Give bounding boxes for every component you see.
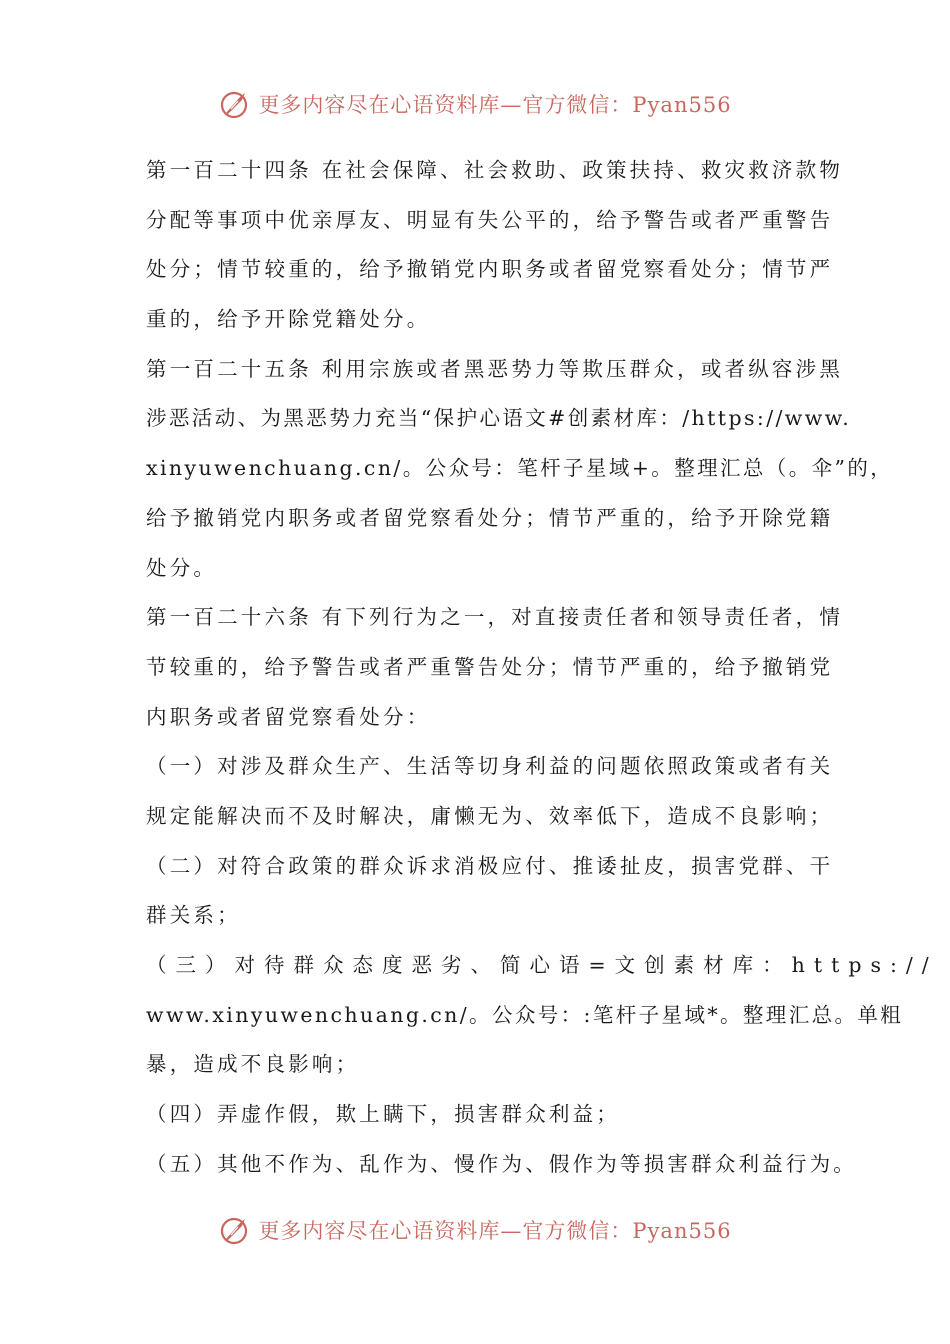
- body-line: （二）对符合政策的群众诉求消极应付、推诿扯皮，损害党群、干: [146, 853, 834, 878]
- body-line: 分配等事项中优亲厚友、明显有失公平的，给予警告或者严重警告: [146, 207, 834, 232]
- document-body: [146, 146, 938, 1189]
- pen-nib-circle-icon: [218, 1213, 252, 1247]
- body-line: （三）对待群众态度恶劣、简心语=文创素材库：https://: [146, 953, 938, 977]
- body-line: （四）弄虚作假，欺上瞒下，损害群众利益；: [146, 1102, 620, 1127]
- footer-banner-text: 更多内容尽在心语资料库—官方微信：Pyan556: [258, 1219, 732, 1243]
- body-line: 第一百二十四条 在社会保障、社会救助、政策扶持、救灾救济款物: [146, 158, 844, 182]
- body-line: 节较重的，给予警告或者严重警告处分；情节严重的，给予撤销党: [146, 654, 834, 679]
- body-line: 处分；情节较重的，给予撤销党内职务或者留党察看处分；情节严: [146, 257, 834, 282]
- body-line: 第一百二十六条 有下列行为之一，对直接责任者和领导责任者，情: [146, 605, 844, 630]
- body-line: 处分。: [146, 555, 218, 580]
- body-line: www.xinyuwenchuang.cn/。公众号：:笔杆子星域*。整理汇总。单粗: [146, 1002, 904, 1027]
- body-line: 给予撤销党内职务或者留党察看处分；情节严重的，给予开除党籍: [146, 505, 834, 530]
- body-line: 重的，给予开除党籍处分。: [146, 307, 431, 332]
- body-line: 第一百二十五条 利用宗族或者黑恶势力等欺压群众，或者纵容涉黑: [146, 356, 844, 381]
- footer-banner: [0, 1210, 950, 1250]
- header-banner-text: 更多内容尽在心语资料库—官方微信：Pyan556: [258, 93, 732, 117]
- pen-nib-circle-icon: [218, 87, 252, 121]
- body-line: 内职务或者留党察看处分：: [146, 704, 431, 729]
- body-line: （一）对涉及群众生产、生活等切身利益的问题依照政策或者有关: [146, 754, 834, 779]
- body-line: 规定能解决而不及时解决，庸懒无为、效率低下，造成不良影响；: [146, 803, 834, 828]
- header-banner: [0, 84, 950, 124]
- body-line: （五）其他不作为、乱作为、慢作为、假作为等损害群众利益行为。: [146, 1151, 857, 1176]
- body-line: xinyuwenchuang.cn/。公众号：笔杆子星域+。整理汇总（。伞”的，: [146, 456, 894, 481]
- body-line: 群关系；: [146, 903, 241, 928]
- body-line: 涉恶活动、为黑恶势力充当“保护心语文#创素材库：/https://www.: [146, 406, 852, 431]
- body-line: 暴，造成不良影响；: [146, 1052, 360, 1077]
